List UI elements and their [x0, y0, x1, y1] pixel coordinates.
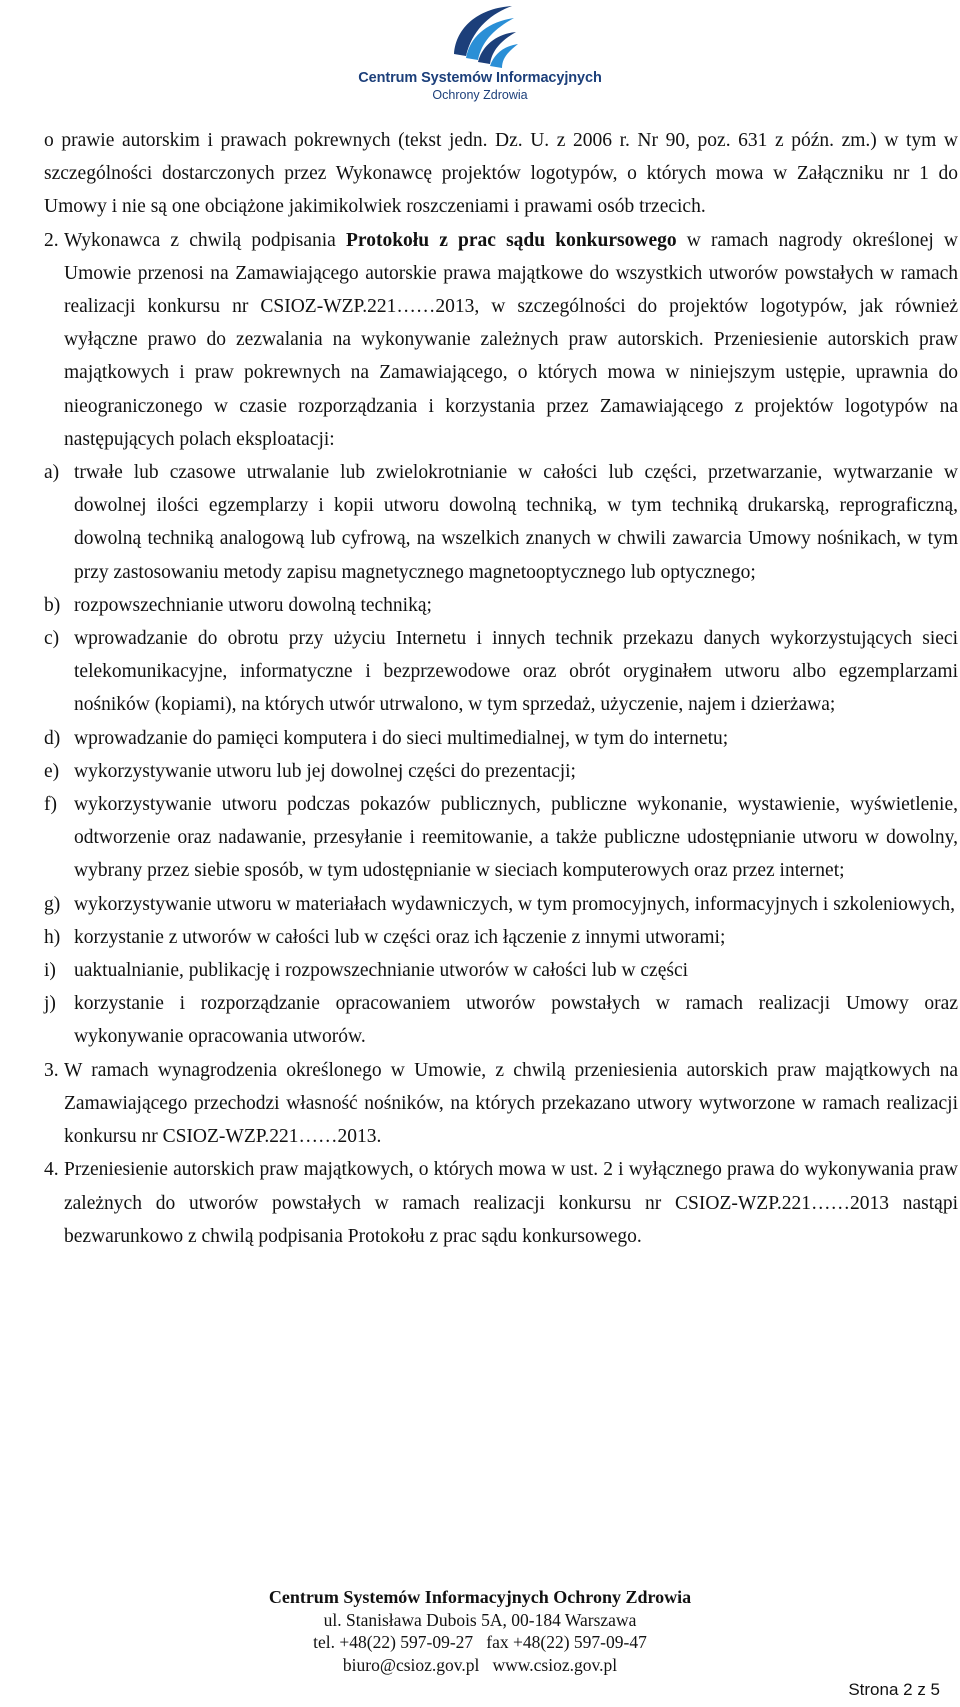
paragraph-number: 2.	[44, 229, 59, 251]
header-org-name: Centrum Systemów Informacyjnych	[358, 70, 602, 86]
list-item	[44, 987, 958, 1053]
list-item-text: wykorzystywanie utworu w materiałach wydawniczych, w tym promocyjnych, informacyjnych i szkoleniowych,	[74, 893, 956, 915]
page-header	[0, 0, 960, 112]
list-item	[44, 888, 958, 921]
list-item-letter: i)	[44, 960, 56, 982]
paragraph-3	[44, 1054, 958, 1154]
list-item-letter: d)	[44, 727, 61, 749]
list-item-text: korzystanie i rozporządzanie opracowaniem utworów powstałych w ramach realizacji Umowy oraz wykonywanie opracowania utworów.	[74, 993, 958, 1048]
paragraph-2	[44, 224, 958, 456]
footer-address: ul. Stanisława Dubois 5A, 00-184 Warszawa	[323, 1609, 637, 1630]
list-item	[44, 456, 958, 589]
list-item-text: rozpowszechnianie utworu dowolną techniką;	[74, 594, 432, 616]
header-org-subtitle: Ochrony Zdrowia	[432, 88, 528, 102]
list-item-letter: e)	[44, 760, 60, 782]
list-item-text: wykorzystywanie utworu podczas pokazów publicznych, publiczne wykonanie, wystawienie, wyświetlenie, odtworzenie oraz nadawanie, przesyłanie i reemitowanie, a także publiczne udostępnianie utworu w dowolny, wybrany przez siebie sposób, w tym udostępnianie w sieciach komputerowych oraz przez internet;	[74, 794, 958, 882]
page-footer	[160, 1586, 800, 1676]
paragraph-text	[64, 224, 958, 456]
paragraph-4	[44, 1153, 958, 1253]
list-item-letter: c)	[44, 628, 60, 650]
page-number: Strona 2 z 5	[848, 1680, 940, 1699]
list-item-text: wykorzystywanie utworu lub jej dowolnej części do prezentacji;	[74, 760, 576, 782]
list-item-text: trwałe lub czasowe utrwalanie lub zwielokrotnianie w całości lub części, przetwarzanie, wytwarzanie w dowolnej ilości egzemplarzy i kopii utworu dowolną techniką, w tym techniką drukarską, reprograficzną, dowolną techniką analogową lub cyfrową, na wszelkich znanych w chwili zawarcia Umowy nośnikach, w tym przy zastosowaniu metody zapisu magnetycznego magnetooptycznego lub optycznego;	[74, 462, 958, 583]
document-body	[44, 124, 958, 1253]
list-item-text: wprowadzanie do pamięci komputera i do sieci multimedialnej, w tym do internetu;	[74, 727, 729, 749]
list-item	[44, 722, 958, 755]
paragraph-number: 3.	[44, 1059, 59, 1081]
list-item-letter: b)	[44, 594, 61, 616]
list-item-letter: j)	[44, 993, 56, 1015]
intro-paragraph: o prawie autorskim i prawach pokrewnych (tekst jedn. Dz. U. z 2006 r. Nr 90, poz. 631 z późn. zm.) w tym w szczególności dostarczonych przez Wykonawcę projektów logotypów, o których mowa w Załączniku nr 1 do Umowy i nie są one obciążone jakimikolwiek roszczeniami i prawami osób trzecich.	[44, 130, 958, 218]
list-item-text: wprowadzanie do obrotu przy użyciu Internetu i innych technik przekazu danych wykorzystujących sieci telekomunikacyjne, informatyczne i bezprzewodowe oraz obrót oryginałem utworu albo egzemplarzami nośników (kopiami), na których utwór utrwalono, w tym sprzedaż, użyczenie, najem i dzierżawa;	[74, 628, 958, 716]
paragraph-2-bold: Protokołu z prac sądu konkursowego	[346, 229, 677, 251]
paragraph-2-lead: Wykonawca z chwilą podpisania	[64, 229, 346, 251]
paragraph-text: W ramach wynagrodzenia określonego w Umowie, z chwilą przeniesienia autorskich praw majątkowych na Zamawiającego przechodzi własność nośników, na których przekazano utwory wytworzone w ramach realizacji konkursu nr CSIOZ-WZP.221……2013.	[64, 1059, 958, 1148]
list-item	[44, 788, 958, 888]
paragraph-2-rest: w ramach nagrody określonej w Umowie przenosi na Zamawiającego autorskie prawa majątkowe do wszystkich utworów powstałych w ramach realizacji konkursu nr CSIOZ-WZP.221……2013, w szczególności do projektów logotypów, jak również wyłączne prawo do zezwalania na wykonywanie zależnych praw autorskich. Przeniesienie autorskich praw majątkowych i praw pokrewnych na Zamawiającego, o których mowa w niniejszym ustępie, uprawnia do nieograniczonego w czasie rozporządzania i korzystania przez Zamawiającego z projektów logotypów na następujących polach eksploatacji:	[64, 229, 959, 450]
list-item-text: uaktualnianie, publikację i rozpowszechnianie utworów w całości lub w części	[74, 960, 689, 982]
list-item	[44, 755, 958, 788]
list-item-letter: f)	[44, 794, 57, 816]
footer-web: biuro@csioz.gov.pl www.csioz.gov.pl	[342, 1654, 618, 1675]
list-item	[44, 622, 958, 722]
paragraph-text: Przeniesienie autorskich praw majątkowych, o których mowa w ust. 2 i wyłącznego prawa do wykonywania praw zależnych do utworów powstałych w ramach realizacji konkursu nr CSIOZ-WZP.221……2013 nastąpi bezwarunkowo z chwilą podpisania Protokołu z prac sądu konkursowego.	[64, 1159, 958, 1247]
paragraph-number: 4.	[44, 1159, 59, 1181]
csioz-logo-icon	[446, 2, 520, 72]
list-item	[44, 921, 958, 954]
footer-org-name: Centrum Systemów Informacyjnych Ochrony Zdrowia	[268, 1587, 692, 1607]
list-item-text: korzystanie z utworów w całości lub w części oraz ich łączenie z innymi utworami;	[74, 926, 726, 948]
footer-phone: tel. +48(22) 597-09-27 fax +48(22) 597-09-47	[313, 1632, 647, 1652]
list-item	[44, 954, 958, 987]
list-item-letter: g)	[44, 893, 61, 915]
list-item-letter: a)	[44, 462, 60, 484]
list-item-letter: h)	[44, 926, 61, 948]
exploitation-fields-list	[44, 456, 958, 1054]
list-item	[44, 589, 958, 622]
